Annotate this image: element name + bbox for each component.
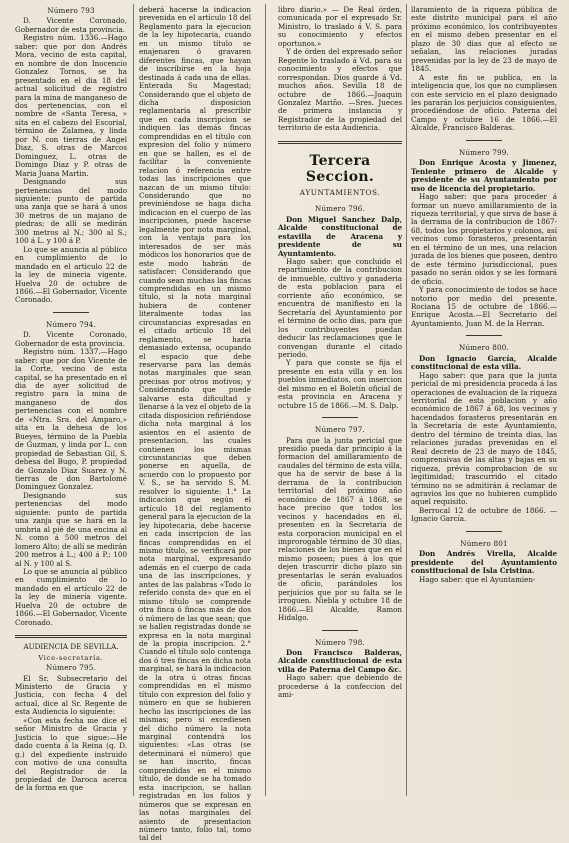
notice-paragraph: Berrocal 12 de octubre de 1866. —Ignacio García. bbox=[411, 505, 557, 524]
notice-paragraph: Hago saber: que para proceder á formar un nuevo amillaramiento de la riqueza territorial, y que sirva de base á la derrama de la contribucion de 1867-68, todos los propietarios y colonos, así vecinos como forasteros, presentarán en el término de un mes, una relacion jurada de los bienes que poseen, dentro de este término jurisdiccional, pues pasado no serán oidos y se les formará de oficio. bbox=[411, 192, 557, 286]
separator-rule bbox=[322, 417, 358, 418]
notice-title: Número 795. bbox=[46, 663, 96, 673]
notice-title: Número 793 bbox=[47, 6, 95, 15]
notice-paragraph: libro diario.» — De Real órden, comunicada por el expresado Sr. Ministro, lo traslado á V. S. para su conocimiento y efectos oportunos.» bbox=[278, 5, 402, 48]
section-title: Tercera Seccion. bbox=[305, 152, 375, 185]
notice-paragraph: Registro núm. 1336.—Hago saber: que por don Andrés Mora, vecino de esta capital, en nombre de don Inocencio Gonzalez Tornos, se ha presentado en el dia 18 del actual solicitud de registro para la mina de manganeso de dos pertenencias, con el nombre de «Santa Teresa, » sita en el cabezo del Escorial, término de Zalamea, y linda por N. con tierras de Angel Diaz, S. otras de Marcos Dominguez, L. otras de Domingo Diaz y P. otras de Maria Juana Martin. bbox=[15, 33, 127, 178]
notice-paragraph: Hago saber: que el Ayuntamien- bbox=[419, 574, 536, 584]
notice-paragraph: Registro núm. 1337.—Hago saber: que por don Vicente de la Corte, vecino de esta capital, se ha presentado en el dia de ayer solicitud de registro para la mina de manganeso de dos pertenencias con el nombre de «Ntra. Sra. del Amparo,» sita en la dehesa de los Bueyes, término de la Puebla de Guzman, y linda por L. con propiedad de Sebastian Gil, S. dehesa del Bugo, P. propiedad de Gonzalo Diaz Suarez y N. tierras de don Bartolomé Dominguez Gonzalez. bbox=[15, 347, 127, 492]
subsection-title: Vice-secretaría. bbox=[38, 653, 104, 662]
separator-rule bbox=[466, 335, 502, 336]
column-1 bbox=[15, 6, 127, 796]
notice-title: Número 801 bbox=[460, 538, 508, 548]
notice-title: Número 794. bbox=[46, 319, 96, 329]
column-divider bbox=[265, 4, 266, 796]
notice-paragraph: El Sr. Subsecretario del Ministerio de Gracia y Justicia, con fecha 4 del actual, dice al Sr. Regente de esta Audiencia lo siguiente: bbox=[15, 673, 127, 717]
notice-paragraph: Hago saber: que debiendo de procederse á la confeccion del ami- bbox=[278, 673, 402, 700]
column-divider bbox=[133, 4, 134, 796]
subsection-title: AYUNTAMIENTOS. bbox=[299, 187, 381, 197]
column-divider bbox=[406, 4, 407, 796]
notice-paragraph: Designando sus pertenencias del modo siguiente: punto de partida una zanja que se hará en la umbria al pié de una encina al N. como á 500 metros del lomero Alto; de allí se medirán 200 metros á L.; 400 á P.; 100 al N. y 100 al S. bbox=[15, 490, 127, 568]
notice-title: Número 797. bbox=[315, 425, 365, 435]
notice-paragraph: Y para conocimiento de todos se hace notorio por medio del presente. Rociana 15 de octubre de 1866.—Enrique Acosta.—El Secretario del Ayuntamiento, Juan M. de la Herran. bbox=[411, 285, 557, 328]
notice-heading: Don Miguel Sanchez Dalp, Alcalde constitucional de estavilla de Aracena y presidente de su Ayuntamiento. bbox=[278, 214, 402, 258]
notice-title: Número 796. bbox=[315, 204, 365, 214]
notice-title: Número 800. bbox=[459, 343, 509, 353]
column-2 bbox=[139, 5, 251, 843]
notice-title: Número 799. bbox=[459, 147, 509, 157]
notice-heading: Don Francisco Balderas, Alcalde constitucional de esta villa de Paterna del Campo &c. bbox=[278, 648, 402, 674]
notice-heading: Don Ignacio García, Alcalde constitucional de esta villa. bbox=[411, 353, 557, 372]
notice-paragraph: Y de órden del expresado señor Regente lo traslado á Vd. para su conocimiento y efectos que correspondan. Dios guarde á Vd. muchos años. Sevilla 18 de octubre de 1866.—Joaquin Gonzalez Mariño. —Sres. Jueces de primera instancia y Registrador de la propiedad del territorio de esta Audiencia. bbox=[278, 47, 402, 133]
notice-paragraph: Hago saber: que concluido el repartimiento de la contribucion de inmueble, cultivo y ganaderia de esta poblacion para el corriente año económico, se encuentra de manifiesto en la Secretaría del Ayuntamiento por el término de ocho dias, para que los contribuyentes puedan deducir las reclamaciones que le convengan durante el citado periodo. bbox=[278, 256, 402, 359]
notice-paragraph: Hago saber: que para que la junta pericial de mi presidencia proceda á las operaciones de evaluacion de la riqueza territorial de esta poblacion y año económico de 1867 á 68, los vecinos y hacendados forasteros presentarán en la Secretaría de este Ayuntamiento, dentro del término de treinta dias, las relaciones juradas prevenidas en el Real decreto de 23 de mayo de 1845, comprensivas de las altas y bajas en su riqueza, prévia comprobacion de su legitimidad; trascurrido el citado término no se admitirán á reclamar de agravios los que no hubieren cumplido aquel requisito. bbox=[411, 370, 557, 507]
notice-heading: D. Vicente Coronado, Gobernador de esta provincia. bbox=[15, 16, 127, 34]
notice-paragraph: A este fin se publica, en la inteligencia que, los que no cumpliesen con este servicio en el plazo designado les pararán los perjuicios consiguientes, procediéndose de oficio. Paterna del Campo y octubre 16 de 1866.—El Alcalde, Francisco Balderas. bbox=[411, 72, 557, 133]
notice-paragraph: Para que la junta pericial que presidio pueda dar principio á la formacion del amillaramiento de caudales del término de esta villa, que ha de servir de base á la derrama de la contribucion territorial del próximo año económico de 1867 á 1868, se hace preciso que todos los vecinos y hacendados en él, presenten en la Secretaría de esta corporacion municipal en el improrogable término de 30 dias, relaciones de los bienes que en el mismo poseen; pues á los que dejen trascurrir dicho plazo sin presentarlas le serán evaluados de oficio, parándoles los perjuicios que por su falta se le irroguen. Niebla y octubre 18 de 1866.—El Alcalde, Ramon Hidalgo. bbox=[278, 435, 402, 623]
separator-rule bbox=[15, 637, 127, 638]
column-3 bbox=[278, 6, 402, 796]
separator-rule bbox=[278, 141, 402, 142]
section-title: AUDIENCIA DE SEVILLA. bbox=[23, 642, 119, 652]
column-4 bbox=[411, 6, 557, 796]
separator-rule bbox=[466, 531, 502, 532]
notice-heading: Don Enrique Acosta y Jimenez, Teniente primero de Alcalde y presidente de su Ayuntamiento por uso de licencia del propietario. bbox=[411, 158, 557, 193]
separator-rule bbox=[466, 140, 502, 141]
separator-rule bbox=[53, 312, 89, 313]
separator-rule bbox=[322, 630, 358, 631]
notice-paragraph: Y para que conste se fija el presente en esta villa y en los pueblos inmediatos, con insercion del mismo en el Boletín oficial de esta provincia en Aracena y octubre 15 de 1866.—M. S. Dalp. bbox=[278, 358, 402, 410]
notice-heading: D. Vicente Coronado, Gobernador de esta provincia. bbox=[15, 330, 127, 348]
notice-title: Número 798. bbox=[315, 637, 365, 647]
notice-paragraph: «Con esta fecha me dice el señor Ministro de Gracia y Justicia lo que sigue:—He dado cuenta á la Reina (q. D. g.) del expediente instruido con motivo de una consulta del Registrador de la propiedad de Daroca acerca de la forma en que bbox=[15, 715, 127, 793]
notice-heading: Don Andrés Virella, Alcalde presidente del Ayuntamiento constitucional de Isla Cristina. bbox=[411, 549, 557, 576]
notice-paragraph: Lo que se anuncia al público en cumplimiento de lo mandado en el artículo 22 de la ley de minería vigente. Huelva 20 de octubre de 1866.—El Gobernador, Vicente Coronado. bbox=[15, 567, 127, 627]
notice-paragraph: deberá hacerse la indicacion prevenida en el artículo 18 del Reglamento para la ejecucion de la ley hipotecaria, cuando en un mismo título se enajenaren ó gravaren diferentes fincas, que hayan de inscribirse en la hoja destinada á cada una de ellas. Enterada Su Magestad; Considerando que el objeto de dicha disposicion reglamentaria al prescribir que en cada inscripcion se indiquen las demás fincas comprendidas en el título con expresion del folio y número en que se hallen, es el de facilitar la conveniente relacion ó referencia entre todas las inscripciones que nazcan de un mismo título: Considerando que no previniéndose se haga dicha indicacion en el cuerpo de las inscripciones, puede hacerse legalmente por nota marginal, con la ventaja para los interesados de ser más módicos los honorarios que de este modo habrán de satisfacer: Considerando que cuando sean muchas las fincas comprendidas en un mismo título, si la nota marginal hubiera de contener literalmente todas las circunstancias expresadas en el citado artículo 18 del reglamento, se haria demasiado extensa, ocupando el espacio que debe reservarse para las demás notas marginales que sean precisas por otros motivos; y Considerando que puede salvarse esta dificultad y llenarse á la vez el objeto de la citada disposicion refiriéndose dicha nota marginal á los asientos en el asiento de presentacion, las cuales contienen los mismas circunstancias que deben ponerse en aquella, de acuerdo con lo propuesto por V. S., se ha servido S. M. resolver lo siguiente: 1.° La indicacion que según el artículo 18 del reglamento general para la ejecucion de la ley hipotecaria, debe hacerse en cada inscripcion de las fincas comprendidas en el mismo título, se verificará por nota marginal, expresando además en el cuerpo de cada una de las inscripciones, y antes de las palabras «Todo lo referido consta de» que en el mismo título se comprende otra finca ó fincas más de dos ó número de las que sean; que se hallen registradas donde se expresa en la nota marginal de la propia inscripcion. 2.° Cuando el título solo contenga dos ó tres fincas en dicha nota marginal, se hará la indicacion de la otra ú otras fincas comprendidas en el mismo título con expresion del folio y número en que se hubieren hecho las inscripciones de las mismas; pero si excediesen del dicho número la nota marginal contendrá los siguientes: «Las otras (se determinará el número) que se han inscrito, fincas comprendidas en el mismo título, de donde se ha tomado esta inscripcion, se hallan registradas en los folios y números que se expresan en las notas marginales del asiento de presentacion número tanto, folio tal, tomo tal del bbox=[139, 5, 251, 843]
notice-paragraph: llaramiento de la riqueza pública de este distrito municipal para el año próximo económico, los contribuyentes en el mismo deben presentar en el plazo de 30 dias que al efecto se señalan, las relaciones juradas prevenidas por la ley de 23 de mayo de 1845. bbox=[411, 5, 557, 74]
notice-paragraph: Lo que se anuncia al público en cumplimiento de lo mandado en el articulo 22 de la ley de mineria vigente. Huelva 20 de octubre de 1866.—El Gobernador, Vicente Coronado. bbox=[15, 244, 127, 305]
separator-rule bbox=[15, 635, 127, 636]
notice-paragraph: Designando sus pertenencias del modo siguiente: punto de partida una zanja que se hará á unos 30 metros de un majano de piedras; de allí se medirán 300 metros al N.; 300 al S.; 100 á L. y 100 á P. bbox=[15, 177, 127, 246]
separator-rule bbox=[278, 143, 402, 144]
